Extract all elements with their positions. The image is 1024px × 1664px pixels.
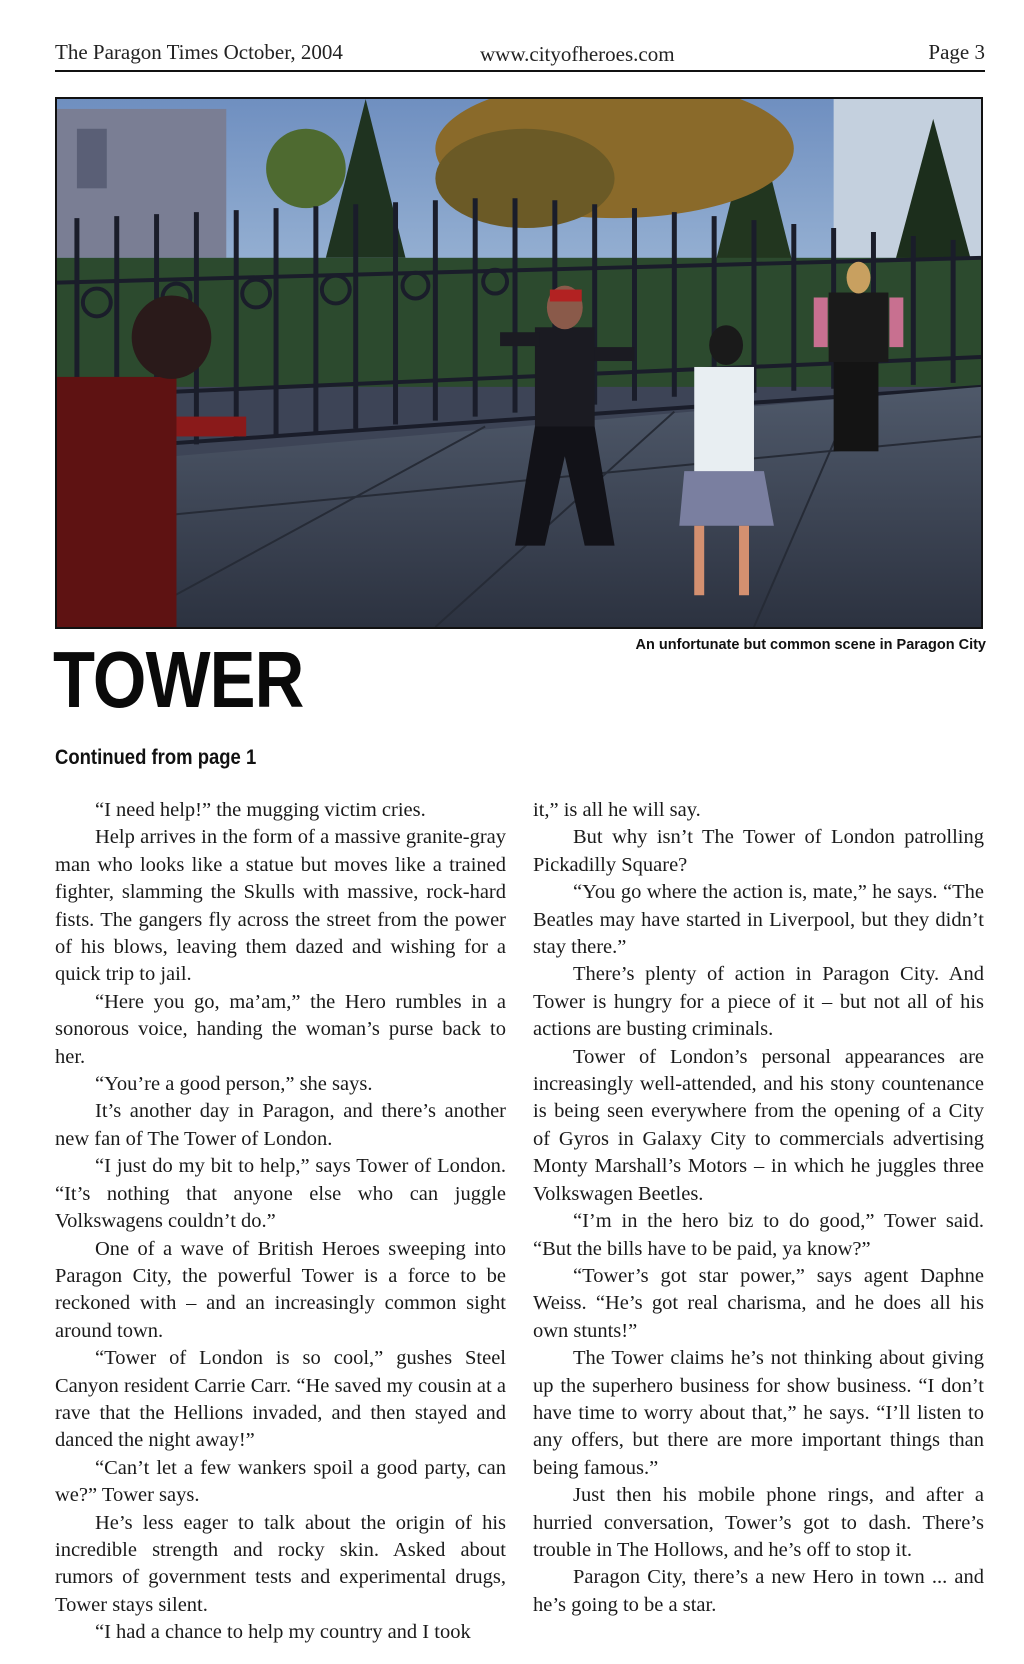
paragraph: The Tower claims he’s not thinking about giving up the superhero business for show business. “I don’t have time to worry about that,” he says. “I’ll listen to any offers, but there are more important things than being famous.”: [533, 1347, 984, 1479]
paragraph: There’s plenty of action in Paragon City. And Tower is hungry for a piece of it – but not all of his actions are busting criminals.: [533, 963, 984, 1041]
paragraph: it,” is all he will say.: [533, 799, 701, 821]
paragraph: One of a wave of British Heroes sweeping into Paragon City, the powerful Tower is a force to be reckoned with – and an increasingly common sight around town.: [55, 1237, 506, 1342]
continued-from-label: Continued from page 1: [55, 746, 257, 769]
paragraph: “I need help!” the mugging victim cries.: [95, 799, 426, 821]
game-screenshot-photo: [55, 97, 983, 629]
article-headline: TOWER: [53, 635, 304, 724]
paragraph: “Tower’s got star power,” says agent Daphne Weiss. “He’s got real charisma, and he does all his own stunts!”: [533, 1264, 984, 1342]
paragraph: Just then his mobile phone rings, and after a hurried conversation, Tower’s got to dash. There’s trouble in The Hollows, and he’s off to stop it.: [533, 1484, 984, 1561]
paragraph: “Here you go, ma’am,” the Hero rumbles in a sonorous voice, handing the woman’s purse back to her.: [55, 990, 506, 1068]
paragraph: “I just do my bit to help,” says Tower of London. “It’s nothing that anyone else who can juggle Volkswagens couldn’t do.”: [55, 1155, 506, 1233]
paragraph: Paragon City, there’s a new Hero in town ... and he’s going to be a star.: [533, 1566, 984, 1616]
paragraph: Tower of London’s personal appearances are increasingly well-attended, and his stony countenance is being seen everywhere from the opening of a City of Gyros in Galaxy City to commercials advertising Monty Marshall’s Motors – in which he juggles three Volkswagen Beetles.: [533, 1045, 984, 1205]
website-url: www.cityofheroes.com: [480, 42, 675, 66]
paragraph: “Can’t let a few wankers spoil a good party, can we?” Tower says.: [55, 1456, 506, 1507]
photo-caption: An unfortunate but common scene in Paragon City: [635, 637, 986, 653]
paragraph: But why isn’t The Tower of London patrolling Pickadilly Square?: [533, 826, 984, 876]
paragraph: “I had a chance to help my country and I took: [95, 1621, 471, 1644]
article-column-1: [55, 797, 506, 1647]
paragraph: He’s less eager to talk about the origin of his incredible strength and rocky skin. Asked about rumors of government tests and experimental drugs, Tower stays silent.: [55, 1511, 506, 1616]
paragraph: “I’m in the hero biz to do good,” Tower said. “But the bills have to be paid, ya know?”: [533, 1210, 984, 1260]
article-column-2: [533, 797, 984, 1619]
page-header: [55, 38, 985, 72]
paragraph: It’s another day in Paragon, and there’s another new fan of The Tower of London.: [55, 1100, 506, 1150]
publication-title: The Paragon Times October, 2004: [55, 40, 343, 64]
page-number: Page 3: [928, 40, 985, 64]
paragraph: “You’re a good person,” she says.: [95, 1073, 373, 1096]
paragraph: “Tower of London is so cool,” gushes Steel Canyon resident Carrie Carr. “He saved my cousin at a rave that the Hellions invaded, and then stayed and danced the night away!”: [55, 1347, 506, 1452]
paragraph: Help arrives in the form of a massive granite-gray man who looks like a statue but moves like a trained fighter, slamming the Skulls with massive, rock-hard fists. The gangers fly across the street from the power of his blows, leaving them dazed and wishing for a quick trip to jail.: [55, 826, 506, 986]
paragraph: “You go where the action is, mate,” he says. “The Beatles may have started in Liverpool, but they didn’t stay there.”: [533, 881, 984, 959]
